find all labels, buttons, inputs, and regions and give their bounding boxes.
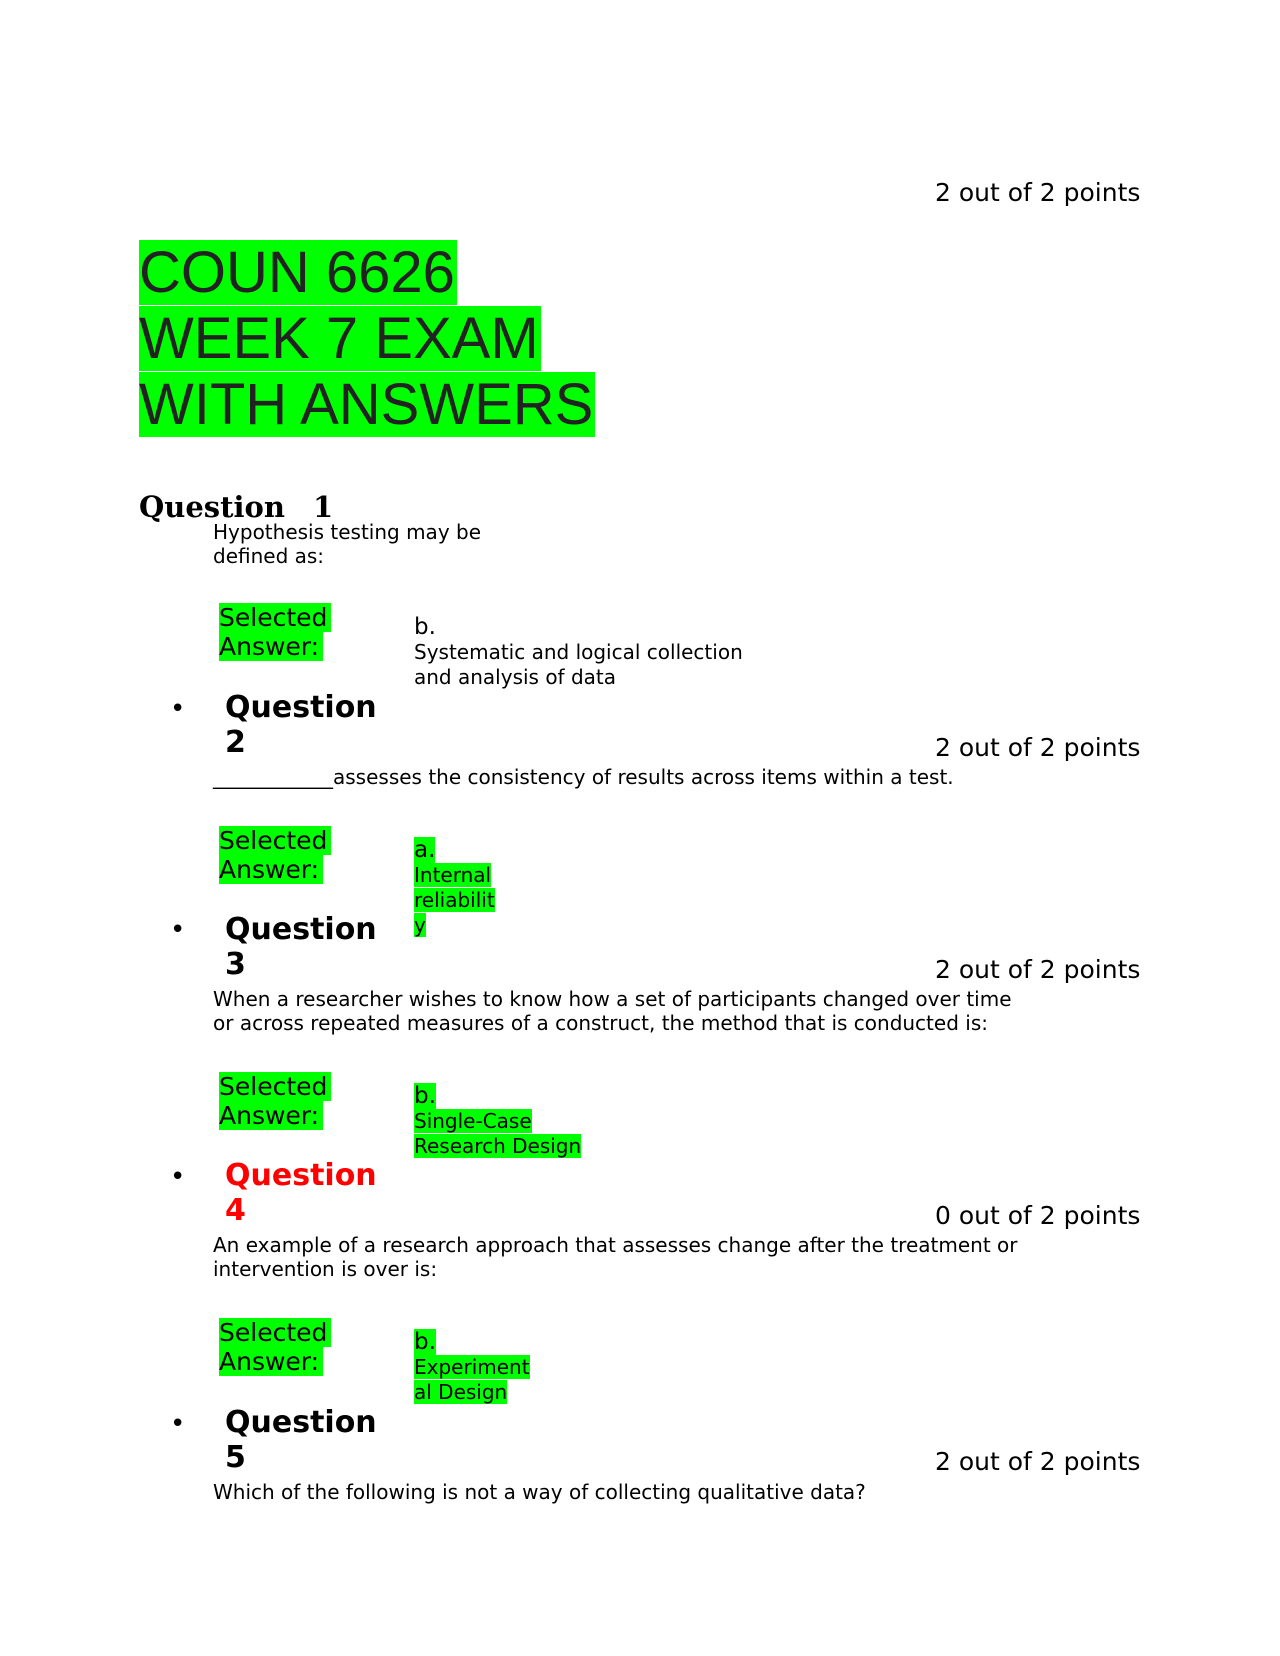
question-1-heading — [139, 490, 333, 524]
question-2-text-line-1: ____________assesses the consistency of results across items within a test. — [213, 765, 954, 789]
title-line-1: COUN 6626 — [139, 240, 455, 305]
question-3-text — [213, 987, 1012, 1035]
question-1-selected-label — [219, 603, 331, 661]
question-4-points: 0 out of 2 points — [935, 1201, 1141, 1230]
question-2-selected-label — [219, 826, 331, 884]
answer-line-2: Research Design — [414, 1134, 582, 1158]
question-3-number: 3 — [225, 947, 246, 982]
selected-label-line-2: Answer: — [219, 1347, 323, 1376]
question-3-selected-label — [219, 1072, 331, 1130]
question-3-points: 2 out of 2 points — [935, 955, 1141, 984]
answer-line-1: Single-Case — [414, 1109, 532, 1133]
question-5-text-line-1: Which of the following is not a way of collecting qualitative data? — [213, 1480, 866, 1504]
question-2-points: 2 out of 2 points — [935, 733, 1141, 762]
answer-line-1: Systematic and logical collection — [414, 640, 743, 664]
document-title — [139, 240, 595, 438]
selected-label-line-2: Answer: — [219, 1101, 323, 1130]
question-1-number: 1 — [312, 490, 334, 524]
question-1-word: Question — [139, 490, 285, 524]
selected-label-line-1: Selected — [219, 1318, 331, 1347]
answer-line-1: Internal — [414, 863, 492, 887]
question-4-selected-label — [219, 1318, 331, 1376]
question-1-text — [213, 520, 481, 568]
answer-letter: a. — [414, 837, 436, 863]
question-5-points: 2 out of 2 points — [935, 1447, 1141, 1476]
question-2-number: 2 — [225, 725, 246, 760]
points-top: 2 out of 2 points — [935, 178, 1141, 207]
question-2-text — [213, 765, 954, 789]
question-1-text-line-1: Hypothesis testing may be — [213, 520, 482, 544]
title-line-3: WITH ANSWERS — [139, 372, 594, 437]
question-1-answer — [414, 615, 743, 690]
selected-label-line-1: Selected — [219, 603, 331, 632]
question-3-heading — [225, 912, 377, 982]
question-4-word: Question — [225, 1158, 377, 1193]
question-4-heading — [225, 1158, 377, 1228]
question-2-heading — [225, 690, 377, 760]
question-5-text — [213, 1480, 866, 1504]
question-5-number: 5 — [225, 1440, 246, 1475]
bullet: • — [170, 1162, 186, 1192]
bullet: • — [170, 915, 186, 945]
bullet: • — [170, 694, 186, 724]
question-3-text-line-2: or across repeated measures of a construct, the method that is conducted is: — [213, 1011, 988, 1035]
answer-letter: b. — [414, 614, 436, 640]
question-4-answer — [414, 1330, 530, 1405]
question-3-text-line-1: When a researcher wishes to know how a set of participants changed over time — [213, 987, 1012, 1011]
question-4-text — [213, 1233, 1018, 1281]
answer-letter: b. — [414, 1329, 436, 1355]
question-5-heading — [225, 1405, 377, 1475]
selected-label-line-2: Answer: — [219, 855, 323, 884]
question-3-word: Question — [225, 912, 377, 947]
selected-label-line-1: Selected — [219, 1072, 331, 1101]
answer-letter: b. — [414, 1083, 436, 1109]
question-2-word: Question — [225, 690, 377, 725]
question-4-text-line-1: An example of a research approach that assesses change after the treatment or — [213, 1233, 1018, 1257]
question-4-number: 4 — [225, 1193, 246, 1228]
answer-line-2: reliabilit — [414, 888, 495, 912]
title-line-2: WEEK 7 EXAM — [139, 306, 539, 371]
bullet: • — [170, 1409, 186, 1439]
answer-line-3: y — [414, 913, 426, 937]
question-5-word: Question — [225, 1405, 377, 1440]
answer-line-1: Experiment — [414, 1355, 530, 1379]
question-3-answer — [414, 1084, 581, 1159]
answer-line-2: al Design — [414, 1380, 508, 1404]
answer-line-2: and analysis of data — [414, 665, 617, 689]
question-2-answer — [414, 838, 495, 938]
selected-label-line-1: Selected — [219, 826, 331, 855]
selected-label-line-2: Answer: — [219, 632, 323, 661]
question-4-text-line-2: intervention is over is: — [213, 1257, 438, 1281]
question-1-text-line-2: defined as: — [213, 544, 325, 568]
